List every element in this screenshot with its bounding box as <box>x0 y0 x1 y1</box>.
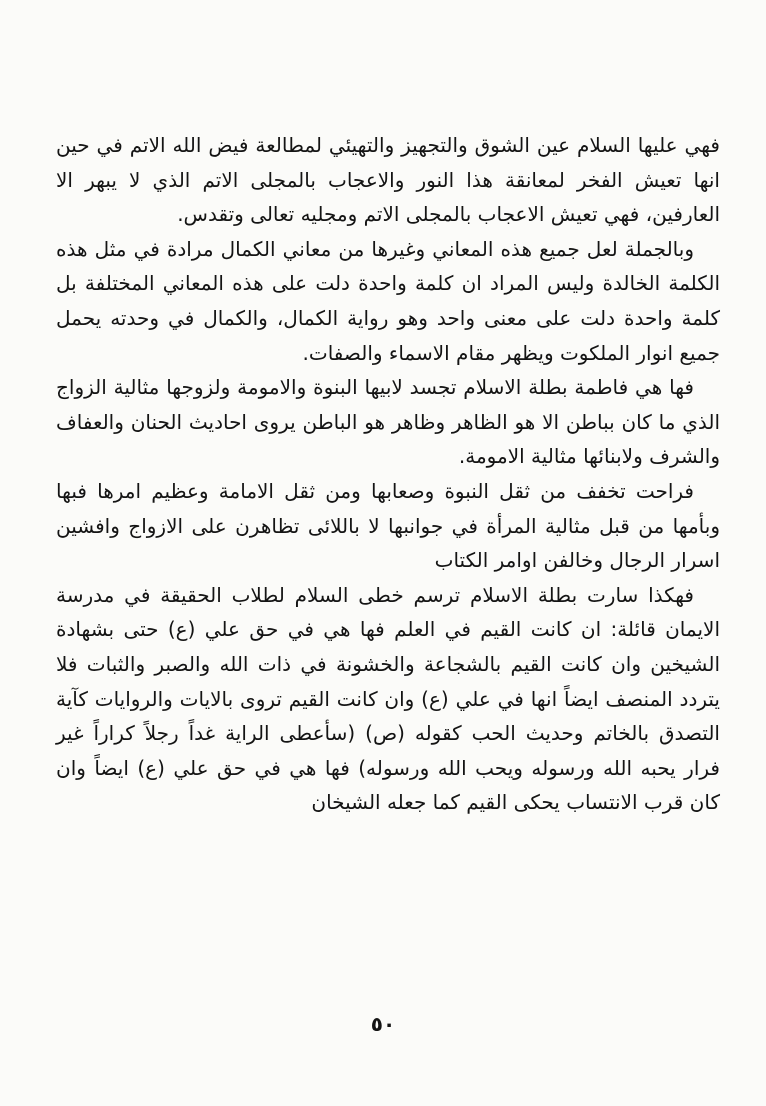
paragraph-5: فهكذا سارت بطلة الاسلام ترسم خطى السلام لطلاب الحقيقة في مدرسة الايمان قائلة: ان كانت القيم في العلم فها هي في حق علي (ع) حتى بشهادة الشيخين وان كانت القيم بالشجاعة والخشونة في ذات الله والصبر والثبات فلا يتردد المنصف ايضاً انها في علي (ع) وان كانت القيم تروى بالايات والروايات كآية التصدق بالخاتم وحديث الحب كقوله (ص) (سأعطى الراية غداً رجلاً كراراً غير فرار يحبه الله ورسوله ويحب الله ورسوله) فها هي في حق علي (ع) ايضاً وان كان قرب الانتساب يحكى القيم كما جعله الشيخان <box>56 582 720 815</box>
paragraph-4: فراحت تخفف من ثقل النبوة وصعابها ومن ثقل الامامة وعظيم امرها فبها وبأمها من قبل مثالية المرأة في جوانبها لا باللائى تظاهرن على الازواج وافشين اسرار الرجال وخالفن اوامر الكتاب <box>56 478 720 573</box>
body-text <box>56 128 720 820</box>
page-number: ٥٠ <box>370 1012 396 1036</box>
paragraph-3: فها هي فاطمة بطلة الاسلام تجسد لابيها البنوة والامومة ولزوجها مثالية الزواج الذي ما كان بباطن الا هو الظاهر وظاهر هو الباطن يروى احاديث الحنان والعفاف والشرف ولابنائها مثالية الامومة. <box>56 375 720 469</box>
paragraph-1: فهي عليها السلام عين الشوق والتجهيز والتهيئي لمطالعة فيض الله الاتم في حين انها تعيش الفخر لمعانقة هذا النور والاعجاب بالمجلى الاتم الذي لا يبهر الا العارفين، فهي تعيش الاعجاب بالمجلى الاتم ومجليه تعالى وتقدس. <box>56 133 720 227</box>
paragraph-2: وبالجملة لعل جميع هذه المعاني وغيرها من معاني الكمال مرادة في مثل هذه الكلمة الخالدة وليس المراد ان كلمة واحدة دلت على هذه المعاني المختلفة بل كلمة واحدة دلت على معنى واحد وهو رواية الكمال، والكمال في وحدته يحمل جميع انوار الملكوت ويظهر مقام الاسماء والصفات. <box>56 236 720 365</box>
